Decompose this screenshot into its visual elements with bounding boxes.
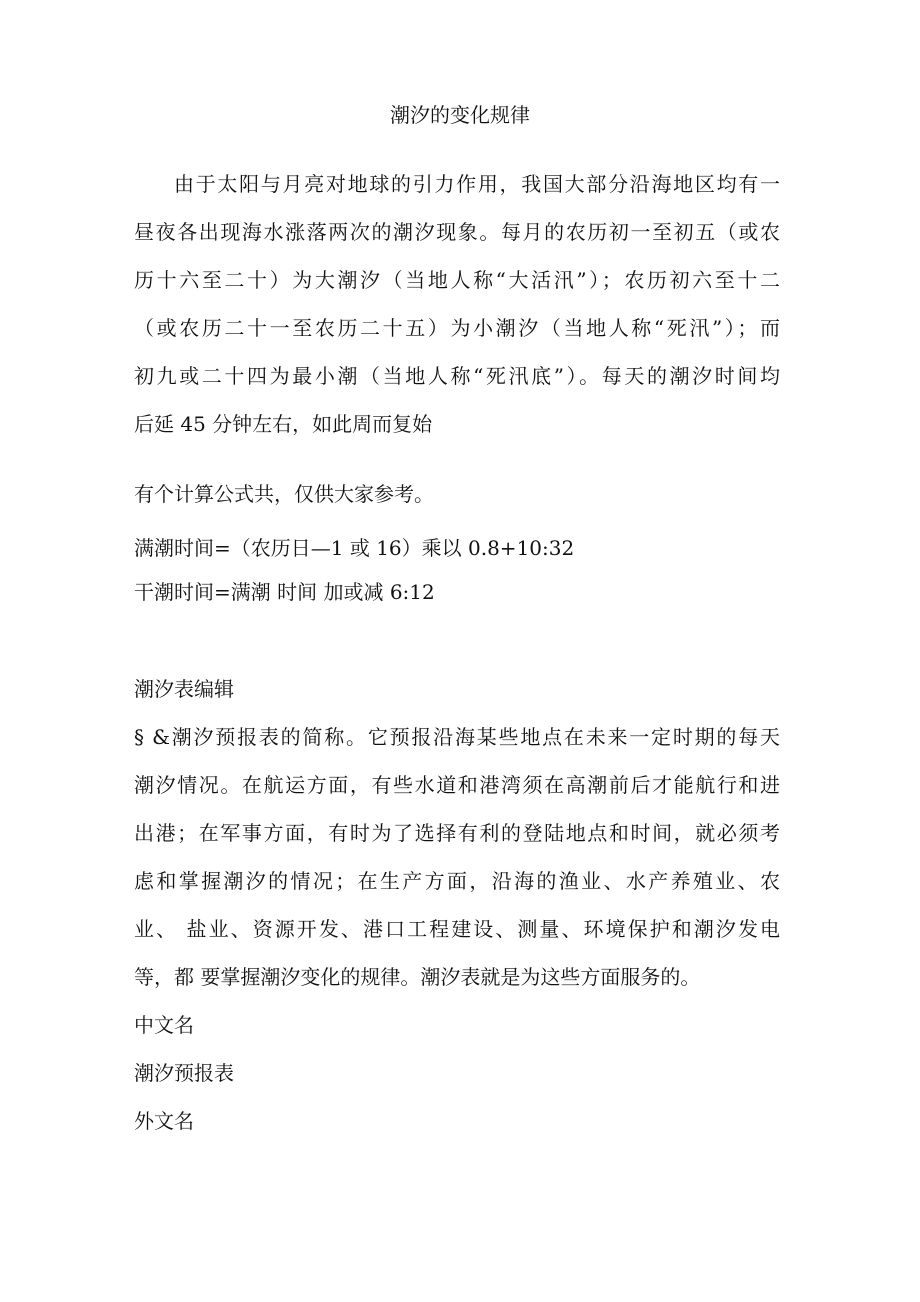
info-label-foreign-name: 外文名 [134, 1109, 194, 1133]
section-heading: 潮汐表编辑 [134, 677, 234, 701]
info-value-chinese-name: 潮汐预报表 [134, 1061, 234, 1085]
formula-high-tide: 满潮时间=（农历日—1 或 16）乘以 0.8+10:32 [134, 536, 575, 560]
intro-line-5: 初九或二十四为最小潮（当地人称“死汛底”）。每天的潮汐时间均 [134, 364, 780, 388]
page-title: 潮汐的变化规律 [390, 103, 530, 127]
section-line-2: 潮汐情况。在航运方面，有些水道和港湾须在高潮前后才能航行和进 [134, 773, 780, 797]
section-line-6: 等，都 要掌握潮汐变化的规律。潮汐表就是为这些方面服务的。 [134, 965, 701, 989]
section-line-4: 虑和掌握潮汐的情况；在生产方面，沿海的渔业、水产养殖业、农 [134, 869, 780, 893]
section-line-3: 出港；在军事方面，有时为了选择有利的登陆地点和时间，就必须考 [134, 821, 780, 845]
section-line-5: 业、 盐业、资源开发、港口工程建设、测量、环境保护和潮汐发电 [134, 917, 780, 941]
intro-line-4: （或农历二十一至农历二十五）为小潮汐（当地人称“死汛”）；而 [134, 316, 780, 340]
intro-line-3: 历十六至二十）为大潮汐（当地人称“大活汛”）；农历初六至十二 [134, 268, 780, 292]
intro-line-1: 由于太阳与月亮对地球的引力作用，我国大部分沿海地区均有一 [174, 172, 780, 196]
intro-line-6: 后延 45 分钟左右，如此周而复始 [134, 412, 433, 436]
intro-line-2: 昼夜各出现海水涨落两次的潮汐现象。每月的农历初一至初五（或农 [134, 220, 780, 244]
formula-low-tide: 干潮时间=满潮 时间 加或减 6:12 [134, 580, 435, 604]
formula-intro: 有个计算公式共，仅供大家参考。 [134, 482, 434, 506]
section-line-1: § &潮汐预报表的简称。它预报沿海某些地点在未来一定时期的每天 [134, 725, 780, 749]
info-label-chinese-name: 中文名 [134, 1013, 194, 1037]
